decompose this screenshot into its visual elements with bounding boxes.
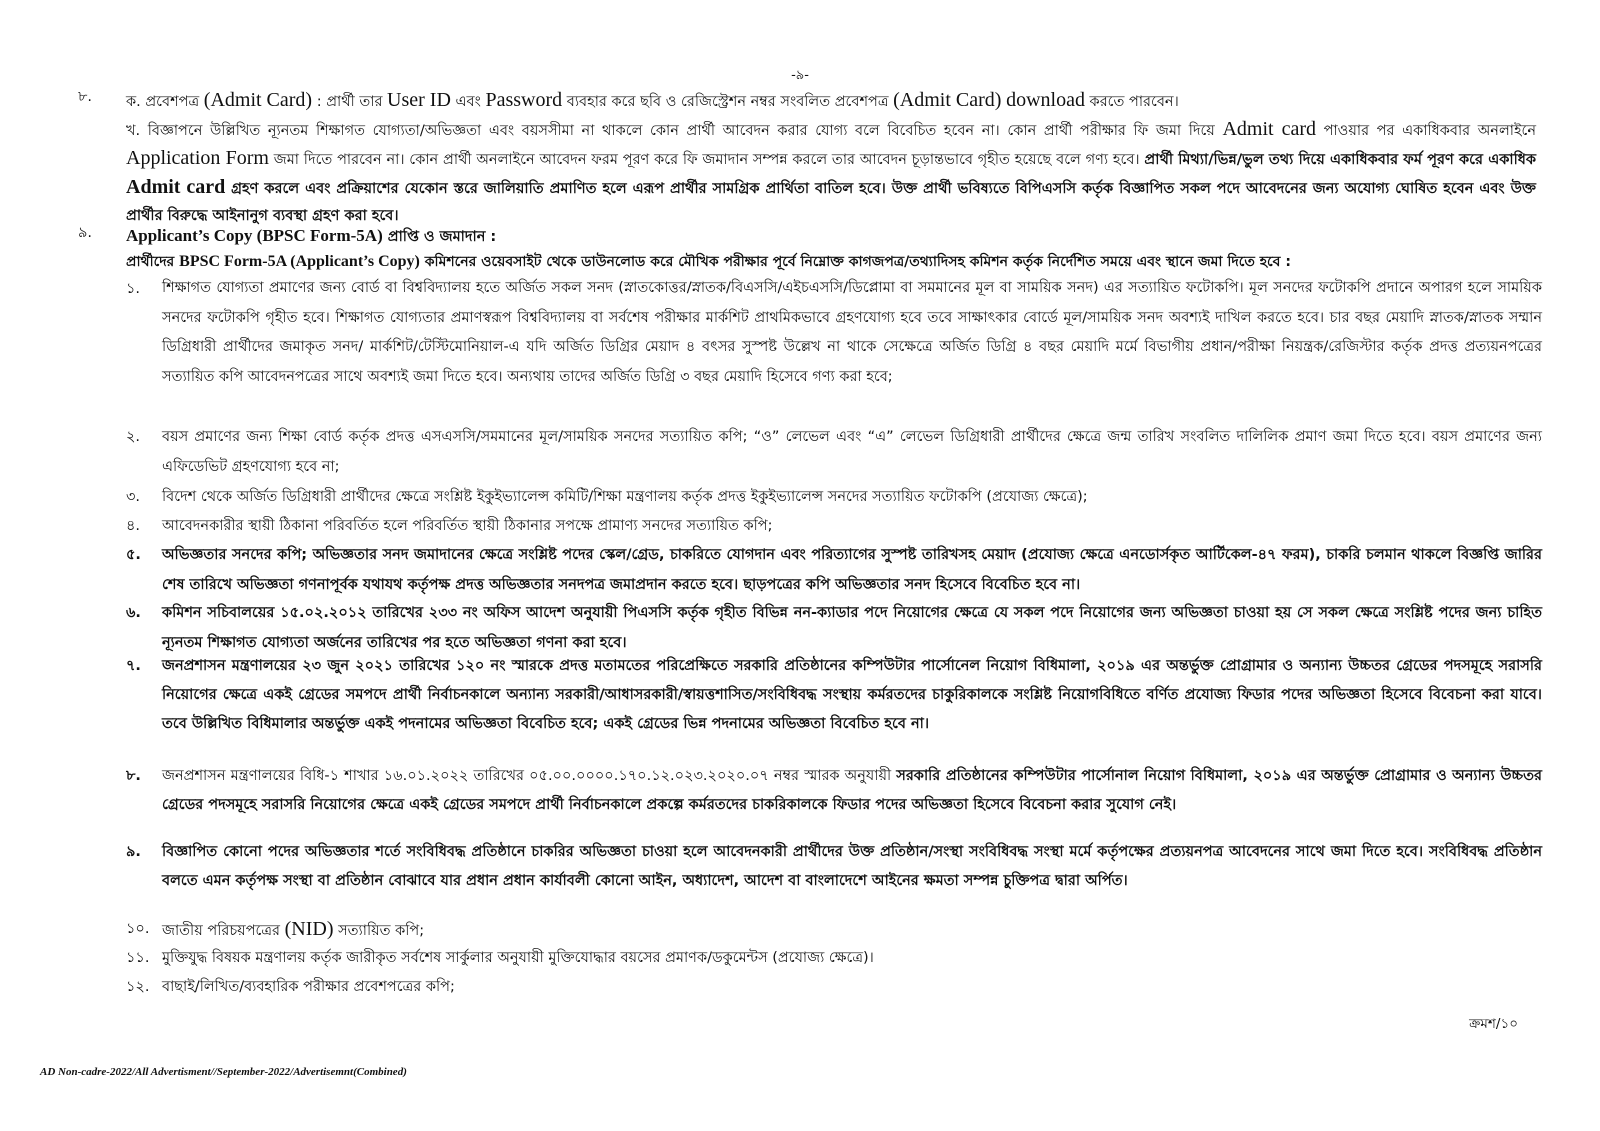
continued-marker: ক্রমশ/১০	[1469, 1016, 1518, 1032]
footer-reference: AD Non-cadre-2022/All Advertisment//September-2022/Advertisemnt(Combined)	[40, 1066, 407, 1078]
section-8-kha: খ. বিজ্ঞাপনে উল্লিখিত ন্যূনতম শিক্ষাগত যোগ্যতা/অভিজ্ঞতা এবং বয়সসীমা না থাকলে কোন প্রার্থী আবেদন করার যোগ্য বলে বিবেচিত হবেন না। কোন প্রার্থী পরীক্ষার ফি জমা দিয়ে Admit card পাওয়ার পর একাধিকবার অনলাইনে Application Form জমা দিতে পারবেন না। কোন প্রার্থী অনলাইনে আবেদন ফরম পূরণ করে ফি জমাদান সম্পন্ন করলে তার আবেদন চূড়ান্তভাবে গৃহীত হয়েছে বলে গণ্য হবে। প্রার্থী মিথ্যা/ভিন্ন/ভুল তথ্য দিয়ে একাধিকবার ফর্ম পূরণ করে একাধিক Admit card গ্রহণ করলে এবং প্রক্রিয়াশের যেকোন স্তরে জালিয়াতি প্রমাণিত হলে এরূপ প্রার্থীর সামগ্রিক প্রার্থিতা বাতিল হবে। উক্ত প্রার্থী ভবিষ্যতে বিপিএসসি কর্তৃক বিজ্ঞাপিত সকল পদে আবেদনের জন্য অযোগ্য ঘোষিত হবেন এবং উক্ত প্রার্থীর বিরুদ্ধে আইনানুগ ব্যবস্থা গ্রহণ করা হবে।	[126, 118, 1536, 224]
section-8-ka: ক. প্রবেশপত্র (Admit Card) : প্রার্থী তার User ID এবং Password ব্যবহার করে ছবি ও রেজিস্ট্রেশন নম্বর সংবলিত প্রবেশপত্র (Admit Card) download করতে পারবেন।	[126, 89, 1179, 111]
section-8-number: ৮.	[78, 89, 93, 105]
document-page: -৯- ৮. ক. প্রবেশপত্র (Admit Card) : প্রার্থী তার User ID এবং Password ব্যবহার করে ছবি ও রেজিস্ট্রেশন নম্বর সংবলিত প্রবেশপত্র (Admit Card) download করতে পারবেন। খ. বিজ্ঞাপনে উল্লিখিত ন্যূনতম শিক্ষাগত যোগ্যতা/অভিজ্ঞতা এবং বয়সসীমা না থাকলে কোন প্রার্থী আবেদন করার যোগ্য বলে বিবেচিত হবেন না। কোন প্রার্থী পরীক্ষার ফি জমা দিয়ে Admit card পাওয়ার পর একাধিকবার অনলাইনে Application Form জমা দিতে পারবেন না। কোন প্রার্থী অনলাইনে আবেদন ফরম পূরণ করে ফি জমাদান সম্পন্ন করলে তার আবেদন চূড়ান্তভাবে গৃহীত হয়েছে বলে গণ্য হবে। প্রার্থী মিথ্যা/ভিন্ন/ভুল তথ্য দিয়ে একাধিকবার ফর্ম পূরণ করে একাধিক Admit card গ্রহণ করলে এবং প্রক্রিয়াশের যেকোন স্তরে জালিয়াতি প্রমাণিত হলে এরূপ প্রার্থীর সামগ্রিক প্রার্থিতা বাতিল হবে। উক্ত প্রার্থী ভবিষ্যতে বিপিএসসি কর্তৃক বিজ্ঞাপিত সকল পদে আবেদনের জন্য অযোগ্য ঘোষিত হবেন এবং উক্ত প্রার্থীর বিরুদ্ধে আইনানুগ ব্যবস্থা গ্রহণ করা হবে। ৯. Applicant’s Copy (BPSC Form-5A) প্রাপ্তি ও জমাদান : প্রার্থীদের BPSC Form-5A (Applicant’s Copy) কমিশনের ওয়েবসাইট থেকে ডাউনলোড করে মৌখিক পরীক্ষার পূর্বে নিম্নোক্ত কাগজপত্র/তথ্যাদিসহ কমিশন কর্তৃক নির্দেশিত সময়ে এবং স্থানে জমা দিতে হবে : ১. শিক্ষাগত যোগ্যতা প্রমাণের জন্য বোর্ড বা বিশ্ববিদ্যালয় হতে অর্জিত সকল সনদ (স্নাতকোত্তর/স্নাতক/বিএসসি/এইচএসসি/ডিপ্লোমা বা সমমানের মূল বা সাময়িক সনদ) এর সত্যায়িত ফটোকপি। মূল সনদের ফটোকপি প্রদানে অপারগ হলে সাময়িক সনদের ফটোকপি গৃহীত হবে। শিক্ষাগত যোগ্যতার প্রমাণস্বরূপ বিশ্ববিদ্যালয় বা সর্বশেষ পরীক্ষার মার্কশিট প্রাথমিকভাবে গ্রহণযোগ্য হবে তবে সাক্ষাৎকার বোর্ডে মূল/সাময়িক সনদ অবশ্যই দাখিল করতে হবে। চার বছর মেয়াদি স্নাতক/স্নাতক সম্মান ডিগ্রিধারী প্রার্থীদের জমাকৃত সনদ/ মার্কশিট/টেস্টিমোনিয়াল-এ যদি অর্জিত ডিগ্রির মেয়াদ ৪ বৎসর সুস্পষ্ট উল্লেখ না থাকে সেক্ষেত্রে অর্জিত ডিগ্রি ৪ বছর মেয়াদি মর্মে বিভাগীয় প্রধান/পরীক্ষা নিয়ন্ত্রক/রেজিস্টার কর্তৃক প্রদত্ত প্রত্যয়নপত্রের সত্যায়িত কপি আবেদনপত্রের সাথে অবশ্যই জমা দিতে হবে। অন্যথায় তাদের অর্জিত ডিগ্রি ৩ বছর মেয়াদি হিসেবে গণ্য করা হবে; ২. বয়স প্রমাণের জন্য শিক্ষা বোর্ড কর্তৃক প্রদত্ত এসএসসি/সমমানের মূল/সাময়িক সনদের সত্যায়িত কপি; “ও” লেভেল এবং “এ” লেভেল ডিগ্রিধারী প্রার্থীদের ক্ষেত্রে জন্ম তারিখ সংবলিত দালিলিক প্রমাণ জমা দিতে হবে। বয়স প্রমাণের জন্য এফিডেভিট গ্রহণযোগ্য হবে না; ৩. বিদেশ থেকে অর্জিত ডিগ্রিধারী প্রার্থীদের ক্ষেত্রে সংশ্লিষ্ট ইকুইভ্যালেন্স কমিটি/শিক্ষা মন্ত্রণালয় কর্তৃক প্রদত্ত ইকুইভ্যালেন্স সনদের সত্যায়িত ফটোকপি (প্রযোজ্য ক্ষেত্রে); ৪. আবেদনকারীর স্থায়ী ঠিকানা পরিবর্তিত হলে পরিবর্তিত স্থায়ী ঠিকানার সপক্ষে প্রামাণ্য সনদের সত্যায়িত কপি; ৫. অভিজ্ঞতার সনদের কপি; অভিজ্ঞতার সনদ জমাদানের ক্ষেত্রে সংশ্লিষ্ট পদের স্কেল/গ্রেড, চাকরিতে যোগদান এবং পরিত্যাগের সুস্পষ্ট তারিখসহ মেয়াদ (প্রযোজ্য ক্ষেত্রে এনডোর্সকৃত আর্টিকেল-৪৭ ফরম), চাকরি চলমান থাকলে বিজ্ঞপ্তি জারির শেষ তারিখে অভিজ্ঞতা গণনাপূর্বক যথাযথ কর্তৃপক্ষ প্রদত্ত অভিজ্ঞতার সনদপত্র জমাপ্রদান করতে হবে। ছাড়পত্রের কপি অভিজ্ঞতার সনদ হিসেবে বিবেচিত হবে না। ৬. কমিশন সচিবালয়ের ১৫.০২.২০১২ তারিখের ২৩৩ নং অফিস আদেশ অনুযায়ী পিএসসি কর্তৃক গৃহীত বিভিন্ন নন-ক্যাডার পদে নিয়োগের ক্ষেত্রে যে সকল পদে নিয়োগের জন্য অভিজ্ঞতা চাওয়া হয় সে সকল ক্ষেত্রে সংশ্লিষ্ট পদের জন্য চাহিত ন্যূনতম শিক্ষাগত যোগ্যতা অর্জনের তারিখের পর হতে অভিজ্ঞতা গণনা করা হবে। ৭. জনপ্রশাসন মন্ত্রণালয়ের ২৩ জুন ২০২১ তারিখের ১২০ নং স্মারকে প্রদত্ত মতামতের পরিপ্রেক্ষিতে সরকারি প্রতিষ্ঠানের কম্পিউটার পার্সোনেল নিয়োগ বিধিমালা, ২০১৯ এর অন্তর্ভুক্ত প্রোগ্রামার ও অন্যান্য উচ্চতর গ্রেডের পদসমূহে সরাসরি নিয়োগের ক্ষেত্রে একই গ্রেডের সমপদে প্রার্থী নির্বাচনকালে অন্যান্য সরকারী/আধাসরকারী/স্বায়ত্তশাসিত/সংবিধিবদ্ধ সংস্থায় কর্মরতদের চাকুরিকালকে সংশ্লিষ্ট নিয়োগবিধিতে বর্ণিত প্রযোজ্য ফিডার পদের অভিজ্ঞতা হিসেবে বিবেচনা করা যাবে। তবে উল্লিখিত বিধিমালার অন্তর্ভুক্ত একই পদনামের অভিজ্ঞতা বিবেচিত হবে; একই গ্রেডের ভিন্ন পদনামের অভিজ্ঞতা বিবেচিত হবে না। ৮. জনপ্রশাসন মন্ত্রণালয়ের বিধি-১ শাখার ১৬.০১.২০২২ তারিখের ০৫.০০.০০০০.১৭০.১২.০২৩.২০২০.০৭ নম্বর স্মারক অনুযায়ী সরকারি প্রতিষ্ঠানের কম্পিউটার পার্সোনাল নিয়োগ বিধিমালা, ২০১৯ এর অন্তর্ভুক্ত প্রোগ্রামার ও অন্যান্য উচ্চতর গ্রেডের পদসমূহে সরাসরি নিয়োগের ক্ষেত্রে একই গ্রেডের সমপদে প্রার্থী নির্বাচনকালে প্রকল্পে কর্মরতদের চাকরিকালকে ফিডার পদের অভিজ্ঞতা হিসেবে বিবেচনা করার সুযোগ নেই। ৯. বিজ্ঞাপিত কোনো পদের অভিজ্ঞতার শর্তে সংবিধিবদ্ধ প্রতিষ্ঠানে চাকরির অভিজ্ঞতা চাওয়া হলে আবেদনকারী প্রার্থীদের উক্ত প্রতিষ্ঠান/সংস্থা সংবিধিবদ্ধ সংস্থা মর্মে কর্তৃপক্ষের প্রত্যয়নপত্র আবেদনের সাথে জমা দিতে হবে। সংবিধিবদ্ধ প্রতিষ্ঠান বলতে এমন কর্তৃপক্ষ সংস্থা বা প্রতিষ্ঠান বোঝাবে যার প্রধান প্রধান কার্যাবলী কোনো আইন, অধ্যাদেশ, আদেশ বা বাংলাদেশে আইনের ক্ষমতা সম্পন্ন চুক্তিপত্র দ্বারা অর্পিত। ১০. জাতীয় পরিচয়পত্রের (NID) সত্যায়িত কপি; ১১. মুক্তিযুদ্ধ বিষয়ক মন্ত্রণালয় কর্তৃক জারীকৃত সর্বশেষ সার্কুলার অনুযায়ী মুক্তিযোদ্ধার বয়সের প্রমাণক/ডকুমেন্টস (প্রযোজ্য ক্ষেত্রে)। ১২. বাছাই/লিখিত/ব্যবহারিক পরীক্ষার প্রবেশপত্রের কপি; ক্রমশ/১০ AD Non-cadre-2022/All Advertisment//September-2022/Advertisemnt(Combined)	[0, 0, 1600, 1131]
section-9-heading: Applicant’s Copy (BPSC Form-5A) প্রাপ্তি ও জমাদান :	[126, 226, 497, 245]
section-9-intro: প্রার্থীদের BPSC Form-5A (Applicant’s Copy) কমিশনের ওয়েবসাইট থেকে ডাউনলোড করে মৌখিক পরীক্ষার পূর্বে নিম্নোক্ত কাগজপত্র/তথ্যাদিসহ কমিশন কর্তৃক নির্দেশিত সময়ে এবং স্থানে জমা দিতে হবে :	[126, 253, 1291, 270]
section-9-number: ৯.	[78, 225, 93, 241]
page-number: -৯-	[791, 68, 809, 83]
